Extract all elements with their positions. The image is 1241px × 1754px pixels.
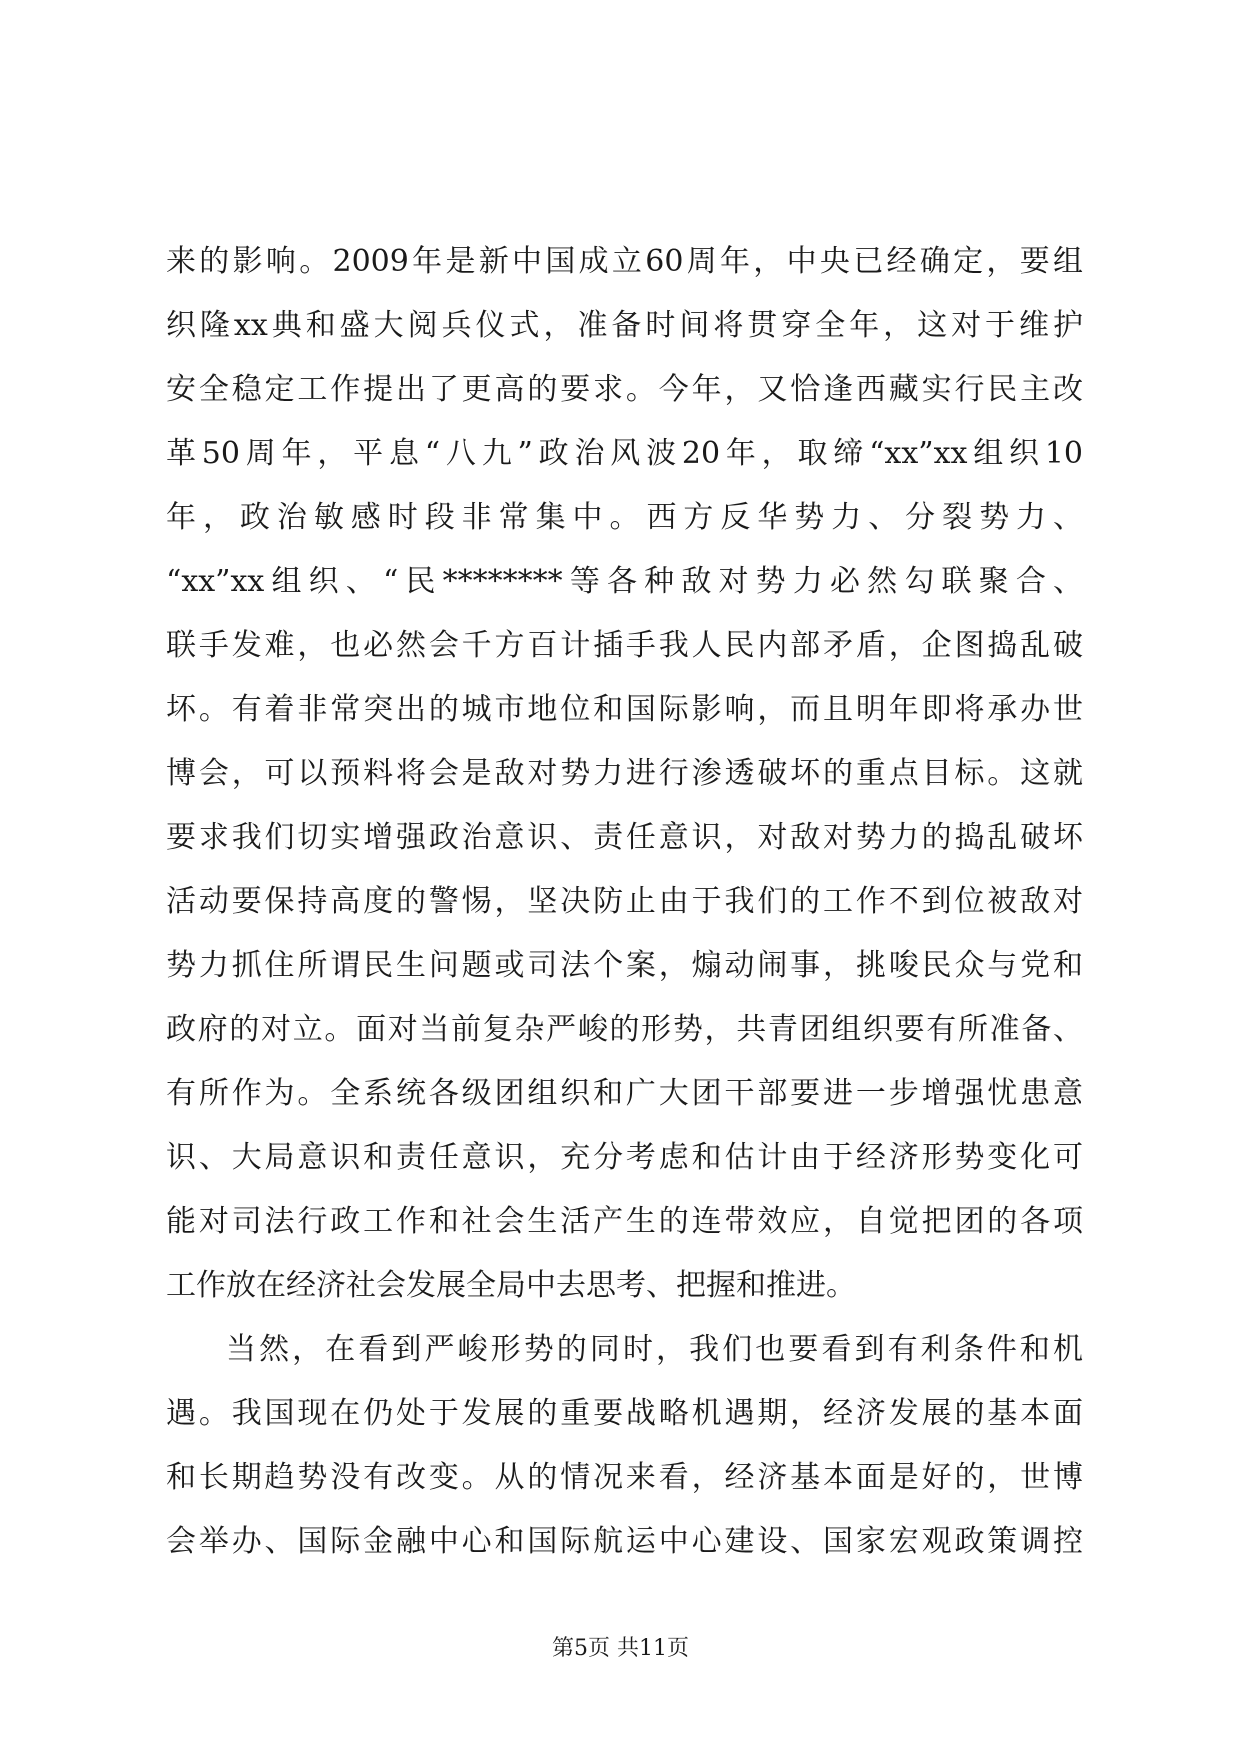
page-number-footer: 第5页 共11页: [552, 1636, 689, 1661]
text-line: 识、大局意识和责任意识，充分考虑和估计由于经济形势变化可: [166, 1140, 1083, 1175]
text-line: 能对司法行政工作和社会生活产生的连带效应，自觉把团的各项: [166, 1204, 1083, 1239]
text-line: 织隆xx典和盛大阅兵仪式，准备时间将贯穿全年，这对于维护: [166, 308, 1083, 343]
text-line: “xx”xx组织、“民********等各种敌对势力必然勾联聚合、: [166, 564, 1083, 599]
text-line: 年，政治敏感时段非常集中。西方反华势力、分裂势力、: [166, 500, 1083, 535]
body-text: [166, 230, 1083, 1574]
text-line: 当然，在看到严峻形势的同时，我们也要看到有利条件和机: [226, 1332, 1083, 1367]
text-line: 坏。有着非常突出的城市地位和国际影响，而且明年即将承办世: [166, 692, 1083, 727]
text-line: 联手发难，也必然会千方百计插手我人民内部矛盾，企图捣乱破: [166, 628, 1083, 663]
text-line: 遇。我国现在仍处于发展的重要战略机遇期，经济发展的基本面: [166, 1396, 1083, 1431]
text-line: 活动要保持高度的警惕，坚决防止由于我们的工作不到位被敌对: [166, 884, 1083, 919]
text-line: 革50周年，平息“八九”政治风波20年，取缔“xx”xx组织10: [166, 436, 1083, 471]
text-line: 安全稳定工作提出了更高的要求。今年，又恰逢西藏实行民主改: [166, 372, 1083, 407]
text-line: 工作放在经济社会发展全局中去思考、把握和推进。: [166, 1268, 856, 1303]
text-line: 会举办、国际金融中心和国际航运中心建设、国家宏观政策调控: [166, 1524, 1083, 1559]
text-line: 政府的对立。面对当前复杂严峻的形势，共青团组织要有所准备、: [166, 1012, 1083, 1047]
text-line: 要求我们切实增强政治意识、责任意识，对敌对势力的捣乱破坏: [166, 820, 1083, 855]
text-line: 和长期趋势没有改变。从的情况来看，经济基本面是好的，世博: [166, 1460, 1083, 1495]
text-line: 有所作为。全系统各级团组织和广大团干部要进一步增强忧患意: [166, 1076, 1083, 1111]
text-line: 势力抓住所谓民生问题或司法个案，煽动闹事，挑唆民众与党和: [166, 948, 1083, 983]
text-line: 博会，可以预料将会是敌对势力进行渗透破坏的重点目标。这就: [166, 756, 1083, 791]
text-line: 来的影响。2009年是新中国成立60周年，中央已经确定，要组: [166, 244, 1083, 279]
